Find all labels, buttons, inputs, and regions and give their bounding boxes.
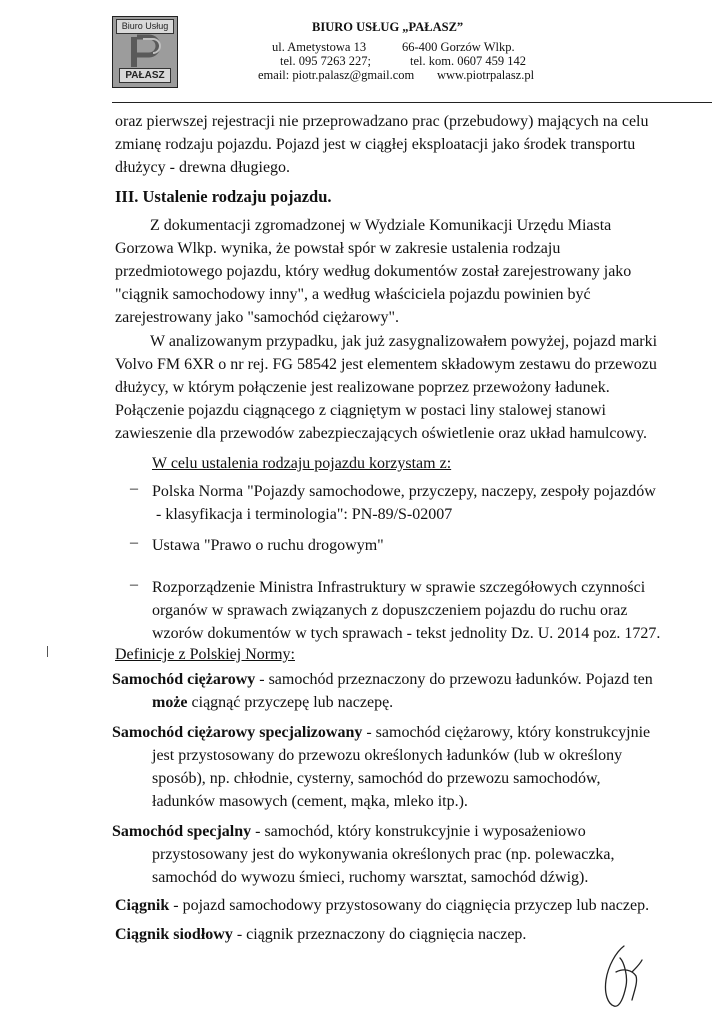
company-postal: 66-400 Gorzów Wlkp. bbox=[402, 40, 515, 54]
text-line: W analizowanym przypadku, jak już zasygnalizowałem powyżej, pojazd marki bbox=[150, 333, 658, 350]
definition-text: ładunków masowych (cement, mąka, mleko itp.). bbox=[152, 793, 468, 810]
logo-top-text: Biuro Usług bbox=[116, 19, 174, 34]
definition-text: - samochód ciężarowy, który konstrukcyjnie bbox=[362, 724, 651, 741]
text-line: Gorzowa Wlkp. wynika, że powstał spór w zakresie ustalenia rodzaju bbox=[115, 240, 561, 257]
text-line: Ustawa "Prawo o ruchu drogowym" bbox=[152, 537, 384, 554]
definition-term: Samochód ciężarowy specjalizowany bbox=[112, 724, 363, 741]
company-phone: tel. 095 7263 227; bbox=[280, 54, 371, 68]
paragraph-analysis bbox=[115, 330, 705, 445]
logo-bottom-text: PAŁASZ bbox=[119, 68, 171, 83]
sources-heading: W celu ustalenia rodzaju pojazdu korzystam z: bbox=[152, 455, 452, 472]
signature-icon bbox=[594, 942, 644, 1012]
text-line: organów w sprawach związanych z dopuszczeniem pojazdu do ruchu oraz bbox=[152, 602, 628, 619]
list-item bbox=[152, 534, 384, 557]
definition-special-vehicle bbox=[112, 820, 615, 889]
definition-text: ciągnąć przyczepę lub naczepę. bbox=[187, 694, 394, 711]
text-line: dłużycy, w którym połączenie jest realizowane poprzez przewożony ładunek. bbox=[115, 379, 610, 396]
text-line: zarejestrowany jako "samochód ciężarowy". bbox=[115, 309, 400, 326]
header-divider bbox=[112, 102, 712, 103]
list-dash: – bbox=[130, 576, 138, 593]
definition-text: - samochód, który konstrukcyjnie i wyposażeniowo bbox=[251, 823, 586, 840]
text-line: Z dokumentacji zgromadzonej w Wydziale Komunikacji Urzędu Miasta bbox=[150, 217, 612, 234]
definition-term: Samochód specjalny bbox=[112, 823, 252, 840]
definition-text: sposób), np. chłodnie, cysterny, samochód do przewozu samochodów, bbox=[152, 770, 601, 787]
text-line: przedmiotowego pojazdu, który według dokumentów został zarejestrowany jako bbox=[115, 263, 632, 280]
paragraph-dispute bbox=[115, 214, 693, 329]
text-line: Volvo FM 6XR o nr rej. FG 58542 jest elementem składowym zestawu do przewozu bbox=[115, 356, 657, 373]
definition-text: - pojazd samochodowy przystosowany do ciągnięcia przyczep lub naczep. bbox=[169, 897, 650, 914]
definitions-heading: Definicje z Polskiej Normy: bbox=[115, 646, 295, 663]
definition-emphasis: może bbox=[152, 694, 188, 711]
text-line: zmianę rodzaju pojazdu. Pojazd jest w ciągłej eksploatacji jako środek transportu bbox=[115, 136, 636, 153]
text-line: wzorów dokumentów w tych sprawach - tekst jednolity Dz. U. 2014 poz. 1727. bbox=[152, 625, 661, 642]
text-line: Połączenie pojazdu ciągnącego z ciągniętym w postaci liny stalowej stanowi bbox=[115, 402, 606, 419]
definition-text: przystosowany jest do wykonywania określonych prac (np. polewaczka, bbox=[152, 846, 615, 863]
text-line: "ciągnik samochodowy inny", a według właściciela pojazdu powinien być bbox=[115, 286, 591, 303]
definition-semi-tractor bbox=[115, 923, 526, 946]
definition-truck bbox=[112, 668, 653, 714]
definition-tractor bbox=[115, 894, 649, 917]
intro-paragraph bbox=[115, 110, 693, 179]
section-heading: III. Ustalenie rodzaju pojazdu. bbox=[115, 187, 332, 206]
text-line: zawieszenie dla przewodów zabezpieczających oświetlenie oraz układ hamulcowy. bbox=[115, 425, 648, 442]
company-name: BIURO USŁUG „PAŁASZ” bbox=[312, 20, 464, 34]
company-website: www.piotrpalasz.pl bbox=[437, 68, 535, 82]
margin-mark bbox=[47, 646, 48, 657]
list-item bbox=[152, 576, 660, 645]
definition-text: - samochód przeznaczony do przewozu ładunków. Pojazd ten bbox=[255, 671, 653, 688]
list-dash: – bbox=[130, 534, 138, 551]
text-line: - klasyfikacja i terminologia": PN-89/S-02007 bbox=[156, 506, 453, 523]
definition-specialized-truck bbox=[112, 721, 650, 813]
company-logo bbox=[112, 16, 178, 88]
definition-term: Ciągnik bbox=[115, 897, 170, 914]
list-dash: – bbox=[130, 480, 138, 497]
company-email: email: piotr.palasz@gmail.com bbox=[258, 68, 415, 82]
text-line: dłużycy - drewna długiego. bbox=[115, 159, 291, 176]
definition-text: samochód do wywozu śmieci, ruchomy warsztat, samochód dźwig). bbox=[152, 869, 589, 886]
definition-term: Samochód ciężarowy bbox=[112, 671, 256, 688]
list-item bbox=[152, 480, 656, 526]
definition-term: Ciągnik siodłowy bbox=[115, 926, 233, 943]
definition-text: - ciągnik przeznaczony do ciągnięcia naczep. bbox=[232, 926, 527, 943]
text-line: oraz pierwszej rejestracji nie przeprowadzano prac (przebudowy) mających na celu bbox=[115, 113, 649, 130]
definition-text: jest przystosowany do przewozu określonych ładunków (lub w określony bbox=[152, 747, 623, 764]
text-line: Polska Norma "Pojazdy samochodowe, przyczepy, naczepy, zespoły pojazdów bbox=[152, 483, 656, 500]
company-address: ul. Ametystowa 13 bbox=[272, 40, 367, 54]
company-mobile: tel. kom. 0607 459 142 bbox=[410, 54, 526, 68]
text-line: Rozporządzenie Ministra Infrastruktury w sprawie szczegółowych czynności bbox=[152, 579, 646, 596]
